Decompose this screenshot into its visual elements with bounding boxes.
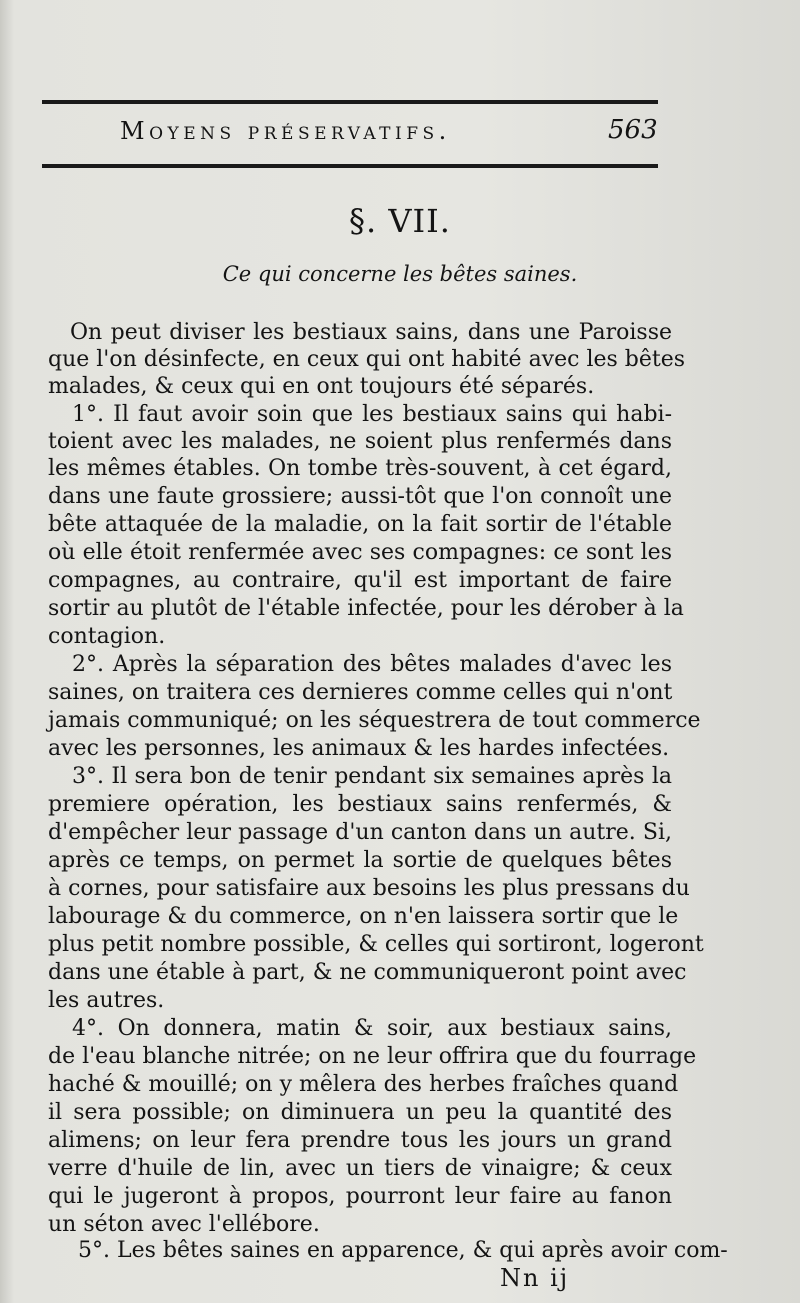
text-line: 4°. On donnera, matin & soir, aux bestiaux sains, <box>72 1016 672 1041</box>
header-rule-top <box>42 100 658 104</box>
text-line: il sera possible; on diminuera un peu la quantité des <box>48 1100 672 1125</box>
text-line: toient avec les malades, ne soient plus renfermés dans <box>48 429 672 454</box>
text-line: saines, on traitera ces dernieres comme celles qui n'ont <box>48 680 673 705</box>
text-line: un séton avec l'ellébore. <box>48 1212 320 1237</box>
signature-mark: Nn ij <box>500 1264 570 1292</box>
text-line: 5°. Les bêtes saines en apparence, & qui après avoir com- <box>78 1238 728 1263</box>
text-line: les autres. <box>48 988 165 1013</box>
text-line: après ce temps, on permet la sortie de quelques bêtes <box>48 848 672 873</box>
text-line: 3°. Il sera bon de tenir pendant six semaines après la <box>72 764 672 789</box>
text-line: jamais communiqué; on les séquestrera de tout commerce <box>48 708 701 733</box>
header-rule-bottom <box>42 164 658 168</box>
running-title: Moyens préservatifs. <box>120 117 451 145</box>
section-subheading: Ce qui concerne les bêtes saines. <box>222 262 578 286</box>
text-line: qui le jugeront à propos, pourront leur faire au fanon <box>48 1184 672 1209</box>
text-line: avec les personnes, les animaux & les hardes infectées. <box>48 736 670 761</box>
text-line: compagnes, au contraire, qu'il est important de faire <box>48 568 672 593</box>
text-line: contagion. <box>48 624 166 649</box>
text-line: que l'on désinfecte, en ceux qui ont habité avec les bêtes <box>48 347 686 372</box>
text-line: les mêmes étables. On tombe très-souvent, à cet égard, <box>48 456 672 481</box>
page-number: 563 <box>608 115 658 145</box>
text-line: haché & mouillé; on y mêlera des herbes fraîches quand <box>48 1072 679 1097</box>
text-line: dans une faute grossiere; aussi-tôt que l'on connoît une <box>48 484 672 509</box>
text-line: 1°. Il faut avoir soin que les bestiaux sains qui habi- <box>72 402 672 427</box>
text-line: de l'eau blanche nitrée; on ne leur offrira que du fourrage <box>48 1044 697 1069</box>
text-line: verre d'huile de lin, avec un tiers de vinaigre; & ceux <box>48 1156 672 1181</box>
text-line: sortir au plutôt de l'étable infectée, pour les dérober à la <box>48 596 684 621</box>
text-line: à cornes, pour satisfaire aux besoins les plus pressans du <box>48 876 690 901</box>
text-line: premiere opération, les bestiaux sains renfermés, & <box>48 792 672 817</box>
text-line: On peut diviser les bestiaux sains, dans une Paroisse <box>70 320 672 345</box>
text-line: malades, & ceux qui en ont toujours été séparés. <box>48 374 595 399</box>
text-line: d'empêcher leur passage d'un canton dans un autre. Si, <box>48 820 672 845</box>
text-line: alimens; on leur fera prendre tous les jours un grand <box>48 1128 672 1153</box>
text-line: plus petit nombre possible, & celles qui sortiront, logeront <box>48 932 704 957</box>
text-line: où elle étoit renfermée avec ses compagnes: ce sont les <box>48 540 672 565</box>
text-line: dans une étable à part, & ne communiqueront point avec <box>48 960 687 985</box>
section-heading: §. VII. <box>349 202 451 240</box>
text-line: labourage & du commerce, on n'en laissera sortir que le <box>48 904 679 929</box>
text-line: 2°. Après la séparation des bêtes malades d'avec les <box>72 652 672 677</box>
text-line: bête attaquée de la maladie, on la fait sortir de l'étable <box>48 512 672 537</box>
